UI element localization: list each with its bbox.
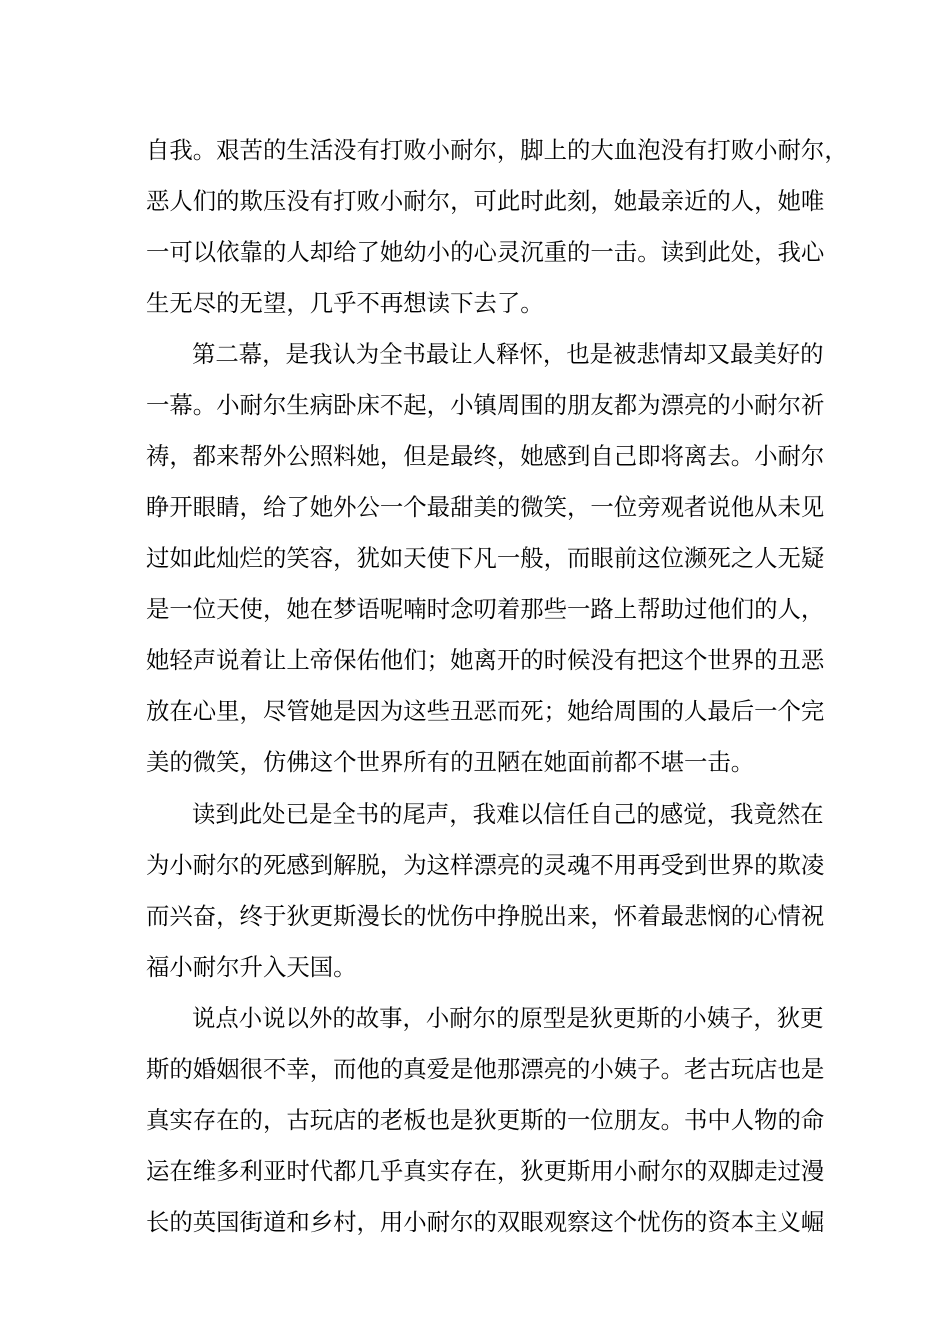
text-line: 生无尽的无望，几乎不再想读下去了。 [146, 289, 544, 317]
paragraph-first-line: 第二幕，是我认为全书最让人释怀，也是被悲情却又最美好的 [192, 340, 824, 368]
text-line: 睁开眼睛，给了她外公一个最甜美的微笑，一位旁观者说他从未见 [146, 493, 825, 521]
text-line: 而兴奋，终于狄更斯漫长的忧伤中挣脱出来，怀着最悲悯的心情祝 [146, 902, 825, 930]
paragraph-first-line: 读到此处已是全书的尾声，我难以信任自己的感觉，我竟然在 [192, 800, 824, 828]
text-line: 恶人们的欺压没有打败小耐尔，可此时此刻，她最亲近的人，她唯 [146, 187, 825, 215]
text-line: 祷，都来帮外公照料她，但是最终，她感到自己即将离去。小耐尔 [146, 442, 825, 470]
text-line: 过如此灿烂的笑容，犹如天使下凡一般，而眼前这位濒死之人无疑 [146, 544, 825, 572]
text-line: 为小耐尔的死感到解脱，为这样漂亮的灵魂不用再受到世界的欺凌 [146, 851, 825, 879]
text-line: 是一位天使，她在梦语呢喃时念叨着那些一路上帮助过他们的人， [146, 595, 825, 623]
paragraph-first-line: 说点小说以外的故事，小耐尔的原型是狄更斯的小姨子，狄更 [192, 1004, 824, 1032]
text-line: 斯的婚姻很不幸，而他的真爱是他那漂亮的小姨子。老古玩店也是 [146, 1055, 825, 1083]
text-line: 一可以依靠的人却给了她幼小的心灵沉重的一击。读到此处，我心 [146, 238, 825, 266]
text-line: 她轻声说着让上帝保佑他们；她离开的时候没有把这个世界的丑恶 [146, 646, 825, 674]
text-line: 长的英国街道和乡村，用小耐尔的双眼观察这个忧伤的资本主义崛 [146, 1208, 825, 1236]
text-line: 运在维多利亚时代都几乎真实存在，狄更斯用小耐尔的双脚走过漫 [146, 1157, 825, 1185]
text-line: 真实存在的，古玩店的老板也是狄更斯的一位朋友。书中人物的命 [146, 1106, 825, 1134]
text-line: 美的微笑，仿佛这个世界所有的丑陋在她面前都不堪一击。 [146, 748, 755, 776]
text-line: 放在心里，尽管她是因为这些丑恶而死；她给周围的人最后一个完 [146, 697, 825, 725]
text-line: 一幕。小耐尔生病卧床不起，小镇周围的朋友都为漂亮的小耐尔祈 [146, 391, 825, 419]
text-line: 自我。艰苦的生活没有打败小耐尔，脚上的大血泡没有打败小耐尔， [146, 136, 848, 164]
text-line: 福小耐尔升入天国。 [146, 953, 357, 981]
